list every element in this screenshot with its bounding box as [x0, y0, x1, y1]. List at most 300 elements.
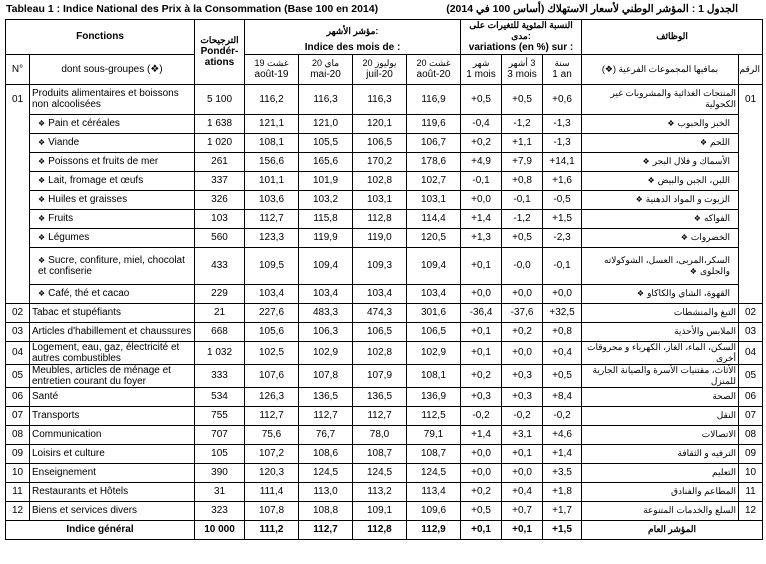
row-weight: 707	[195, 425, 245, 444]
row-number-ar: 11	[739, 482, 763, 501]
row-number: 12	[6, 501, 30, 520]
row-label	[30, 171, 195, 190]
row-weight: 261	[195, 152, 245, 171]
diamond-bullet-icon: ❖	[38, 176, 46, 185]
row-index-1: 124,5	[299, 463, 353, 482]
row-index-0: 103,4	[245, 284, 299, 303]
row-index-3: 120,5	[407, 228, 461, 247]
row-number	[6, 190, 30, 209]
row-change-1: -0,2	[502, 406, 543, 425]
row-change-1: -1,2	[502, 209, 543, 228]
table-row	[6, 84, 763, 114]
row-change-0: +0,0	[461, 284, 502, 303]
row-number-ar: 05	[739, 364, 763, 387]
row-number-ar	[739, 228, 763, 247]
row-label-text: Meubles, articles de ménage et entretien courant du foyer	[32, 364, 171, 387]
row-change-0: +0,1	[461, 247, 502, 284]
row-label	[30, 322, 195, 341]
table-row	[6, 501, 763, 520]
row-index-2: 119,0	[353, 228, 407, 247]
row-label-ar-text: الفواكه	[703, 213, 731, 223]
table-row	[6, 209, 763, 228]
row-weight: 1 020	[195, 133, 245, 152]
row-change-0: +0,2	[461, 133, 502, 152]
diamond-bullet-icon: ❖	[635, 195, 643, 204]
header-month-0: غشت 19 août-19	[245, 54, 299, 84]
header-month-3: غشت 20 août-20	[407, 54, 461, 84]
row-index-1: 107,8	[299, 364, 353, 387]
row-index-3: 79,1	[407, 425, 461, 444]
diamond-bullet-icon: ❖	[680, 233, 688, 242]
total-index-1: 112,7	[299, 520, 353, 539]
row-change-2: +8,4	[543, 387, 582, 406]
row-weight: 31	[195, 482, 245, 501]
row-change-0: +0,1	[461, 341, 502, 364]
row-label	[30, 501, 195, 520]
row-index-3: 109,6	[407, 501, 461, 520]
row-label-ar-text: السلع والخدمات المتنوعة	[643, 505, 737, 515]
row-label	[30, 190, 195, 209]
row-index-1: 108,6	[299, 444, 353, 463]
row-label-ar-text: المنتجات الغذائية والمشروبات غير الكحولية	[610, 88, 737, 109]
row-index-1: 165,6	[299, 152, 353, 171]
row-index-0: 123,3	[245, 228, 299, 247]
row-number-ar: 04	[739, 341, 763, 364]
row-index-0: 121,1	[245, 114, 299, 133]
row-label-ar	[582, 322, 739, 341]
row-change-1: +0,8	[502, 171, 543, 190]
row-index-0: 105,6	[245, 322, 299, 341]
row-index-1: 121,0	[299, 114, 353, 133]
table-row	[6, 364, 763, 387]
row-change-2: +4,6	[543, 425, 582, 444]
row-index-0: 107,2	[245, 444, 299, 463]
table-row	[6, 190, 763, 209]
row-label-ar	[582, 84, 739, 114]
row-index-3: 109,4	[407, 247, 461, 284]
row-weight: 323	[195, 501, 245, 520]
row-index-0: 107,8	[245, 501, 299, 520]
row-index-3: 119,6	[407, 114, 461, 133]
row-number-ar	[739, 114, 763, 133]
row-number	[6, 133, 30, 152]
row-index-2: 103,4	[353, 284, 407, 303]
diamond-bullet-icon: ❖	[38, 195, 46, 204]
header-month-2: يوليوز 20 juil-20	[353, 54, 407, 84]
row-index-0: 120,3	[245, 463, 299, 482]
row-label	[30, 364, 195, 387]
diamond-bullet-icon: ❖	[38, 233, 46, 242]
row-index-3: 124,5	[407, 463, 461, 482]
row-change-1: -0,0	[502, 247, 543, 284]
row-index-2: 102,8	[353, 171, 407, 190]
row-label	[30, 463, 195, 482]
header-fonctions-ar: الوظائف	[582, 20, 763, 55]
row-index-0: 116,2	[245, 84, 299, 114]
diamond-bullet-icon: ❖	[38, 119, 46, 128]
row-change-2: +1,7	[543, 501, 582, 520]
row-change-0: +4,9	[461, 152, 502, 171]
row-number	[6, 209, 30, 228]
row-change-2: +14,1	[543, 152, 582, 171]
row-index-0: 102,5	[245, 341, 299, 364]
row-change-2: +1,8	[543, 482, 582, 501]
row-index-1: 483,3	[299, 303, 353, 322]
diamond-bullet-icon: ❖	[642, 157, 650, 166]
row-weight: 21	[195, 303, 245, 322]
row-change-2: +1,6	[543, 171, 582, 190]
row-change-2: -1,3	[543, 114, 582, 133]
table-row	[6, 114, 763, 133]
row-number: 01	[6, 84, 30, 114]
row-label-ar	[582, 444, 739, 463]
row-change-1: +0,0	[502, 284, 543, 303]
table-row	[6, 444, 763, 463]
row-change-0: +0,1	[461, 322, 502, 341]
row-label-ar-text: الاتصالات	[701, 429, 737, 439]
row-change-0: +0,2	[461, 364, 502, 387]
row-change-0: +0,5	[461, 501, 502, 520]
total-change-2: +1,5	[543, 520, 582, 539]
header-month-1: ماي 20 mai-20	[299, 54, 353, 84]
row-label-text: Poissons et fruits de mer	[48, 156, 159, 167]
table-row	[6, 322, 763, 341]
total-index-0: 111,2	[245, 520, 299, 539]
row-number-ar: 12	[739, 501, 763, 520]
row-index-1: 115,8	[299, 209, 353, 228]
row-index-3: 114,4	[407, 209, 461, 228]
row-label-ar	[582, 387, 739, 406]
row-index-1: 136,5	[299, 387, 353, 406]
row-change-0: -0,2	[461, 406, 502, 425]
row-change-0: -36,4	[461, 303, 502, 322]
row-number-ar	[739, 133, 763, 152]
row-index-2: 106,5	[353, 133, 407, 152]
row-index-3: 108,7	[407, 444, 461, 463]
row-weight: 229	[195, 284, 245, 303]
title-ar: الجدول 1 : المؤشر الوطني لأسعار الاستهلاك (أساس 100 في 2014)	[446, 3, 738, 15]
row-change-2: +32,5	[543, 303, 582, 322]
row-change-1: +0,5	[502, 84, 543, 114]
row-index-1: 101,9	[299, 171, 353, 190]
diamond-bullet-icon: ❖	[38, 138, 46, 147]
row-index-2: 120,1	[353, 114, 407, 133]
row-label-ar-text: السكر،المربى، العسل، الشوكولاته والحلوى	[603, 254, 731, 276]
row-index-2: 109,3	[353, 247, 407, 284]
row-change-1: +0,2	[502, 322, 543, 341]
row-label	[30, 114, 195, 133]
table-row	[6, 171, 763, 190]
row-change-2: +3,5	[543, 463, 582, 482]
row-index-0: 107,6	[245, 364, 299, 387]
row-change-1: -1,2	[502, 114, 543, 133]
row-number: 08	[6, 425, 30, 444]
diamond-bullet-icon: ❖	[647, 176, 655, 185]
row-index-1: 119,9	[299, 228, 353, 247]
row-number-ar: 07	[739, 406, 763, 425]
row-index-0: 75,6	[245, 425, 299, 444]
row-change-2: +0,0	[543, 284, 582, 303]
header-subrow	[6, 54, 763, 84]
row-change-1: +0,5	[502, 228, 543, 247]
row-label-text: Pain et céréales	[48, 118, 120, 129]
diamond-bullet-icon: ❖	[38, 255, 46, 265]
table-row	[6, 387, 763, 406]
row-weight: 755	[195, 406, 245, 425]
row-label-ar	[582, 425, 739, 444]
total-label-ar: المؤشر العام	[582, 520, 763, 539]
row-number: 09	[6, 444, 30, 463]
row-index-1: 108,8	[299, 501, 353, 520]
diamond-bullet-icon: ❖	[636, 289, 645, 298]
row-label	[30, 303, 195, 322]
row-number: 07	[6, 406, 30, 425]
row-change-1: +0,1	[502, 444, 543, 463]
title-bar	[0, 0, 766, 18]
header-sous-groupes-ar: بمافيها المجموعات الفرعية (❖)	[582, 54, 739, 84]
diamond-bullet-icon: ❖	[38, 157, 46, 166]
diamond-bullet-icon: ❖	[693, 214, 701, 223]
row-label-ar-text: الخبز والحبوب	[677, 118, 731, 128]
row-number	[6, 228, 30, 247]
row-label-ar	[582, 406, 739, 425]
row-label-text: Sucre, confiture, miel, chocolat et confiserie	[38, 254, 185, 277]
row-change-2: +1,4	[543, 444, 582, 463]
row-change-1: -0,1	[502, 190, 543, 209]
row-index-3: 106,7	[407, 133, 461, 152]
row-change-0: +0,0	[461, 463, 502, 482]
header-period-1: 3 أشهر 3 mois	[502, 54, 543, 84]
row-index-3: 108,1	[407, 364, 461, 387]
header-ponderations-fr: Pondér-ations	[200, 46, 239, 69]
total-label: Indice général	[6, 520, 195, 539]
row-label-text: Tabac et stupéfiants	[32, 307, 121, 318]
row-number-ar	[739, 171, 763, 190]
row-label-ar-text: الترفيه و الثقافة	[677, 448, 737, 458]
row-number-ar: 09	[739, 444, 763, 463]
row-change-0: +0,5	[461, 84, 502, 114]
row-number-ar	[739, 247, 763, 284]
row-number-ar: 01	[739, 84, 763, 114]
row-index-2: 136,5	[353, 387, 407, 406]
row-change-2: -0,1	[543, 247, 582, 284]
row-label-ar-text: التبغ والمنشطات	[673, 307, 737, 317]
row-change-2: -0,2	[543, 406, 582, 425]
row-number-ar: 10	[739, 463, 763, 482]
row-index-3: 102,9	[407, 341, 461, 364]
row-index-2: 107,9	[353, 364, 407, 387]
row-label	[30, 284, 195, 303]
row-label-ar-text: اللبن، الجبن والبيض	[657, 175, 731, 185]
row-number-ar	[739, 190, 763, 209]
row-change-0: -0,1	[461, 171, 502, 190]
row-index-1: 116,3	[299, 84, 353, 114]
row-label-ar-text: الملابس والأحذية	[674, 326, 737, 336]
row-number-ar: 08	[739, 425, 763, 444]
row-label	[30, 444, 195, 463]
row-label-text: Communication	[32, 429, 102, 440]
row-label	[30, 247, 195, 284]
row-number: 03	[6, 322, 30, 341]
row-number	[6, 247, 30, 284]
row-change-0: +1,4	[461, 209, 502, 228]
row-change-1: +0,7	[502, 501, 543, 520]
row-label-text: Restaurants et Hôtels	[32, 486, 129, 497]
row-label-ar-text: الخضروات	[690, 232, 731, 242]
row-change-1: +0,0	[502, 341, 543, 364]
header-sous-groupes: dont sous-groupes (❖)	[30, 54, 195, 84]
row-label-text: Loisirs et culture	[32, 448, 105, 459]
row-label-ar	[582, 303, 739, 322]
row-weight: 560	[195, 228, 245, 247]
row-label	[30, 133, 195, 152]
total-change-1: +0,1	[502, 520, 543, 539]
row-label-ar-text: الأثاث، مقتنيات الأسرة والصيانة الجارية للمنزل	[592, 364, 737, 386]
row-change-2: -1,3	[543, 133, 582, 152]
row-index-3: 102,7	[407, 171, 461, 190]
row-label-text: Lait, fromage et œufs	[48, 175, 144, 186]
row-label-ar-text: المطاعم والفنادق	[671, 486, 737, 496]
row-change-2: +0,6	[543, 84, 582, 114]
row-label	[30, 387, 195, 406]
header-fonctions: Fonctions	[6, 20, 195, 55]
header-ponderations-ar: الترجيحات	[200, 35, 239, 46]
row-label-ar-text: التعليم	[712, 467, 737, 477]
row-index-2: 112,8	[353, 209, 407, 228]
header-variations: variations (en %) sur :	[461, 42, 582, 54]
row-number: 11	[6, 482, 30, 501]
row-label-ar	[582, 190, 739, 209]
row-index-1: 113,0	[299, 482, 353, 501]
diamond-bullet-icon: ❖	[699, 138, 707, 147]
row-number	[6, 171, 30, 190]
row-index-1: 106,3	[299, 322, 353, 341]
row-change-0: +0,3	[461, 387, 502, 406]
row-weight: 103	[195, 209, 245, 228]
row-change-0: +1,3	[461, 228, 502, 247]
row-label	[30, 228, 195, 247]
total-weight: 10 000	[195, 520, 245, 539]
diamond-bullet-icon: ❖	[667, 119, 675, 128]
row-label-text: Produits alimentaires et boissons non alcoolisées	[32, 88, 179, 110]
row-label-ar	[582, 364, 739, 387]
header-raqm: الرقم	[739, 54, 763, 84]
row-index-3: 103,1	[407, 190, 461, 209]
row-change-1: +1,1	[502, 133, 543, 152]
row-index-1: 109,4	[299, 247, 353, 284]
row-label	[30, 425, 195, 444]
row-weight: 534	[195, 387, 245, 406]
row-label-ar-text: النقل	[716, 410, 737, 420]
row-number-ar: 02	[739, 303, 763, 322]
row-index-1: 102,9	[299, 341, 353, 364]
row-index-0: 108,1	[245, 133, 299, 152]
row-index-0: 111,4	[245, 482, 299, 501]
row-change-1: -37,6	[502, 303, 543, 322]
row-index-0: 109,5	[245, 247, 299, 284]
row-label	[30, 209, 195, 228]
row-weight: 337	[195, 171, 245, 190]
row-index-3: 112,5	[407, 406, 461, 425]
row-change-1: +3,1	[502, 425, 543, 444]
row-label-text: Viande	[48, 137, 80, 148]
row-index-3: 178,6	[407, 152, 461, 171]
row-index-0: 101,1	[245, 171, 299, 190]
total-index-2: 112,8	[353, 520, 407, 539]
table-row	[6, 133, 763, 152]
row-change-2: -2,3	[543, 228, 582, 247]
row-change-0: +1,4	[461, 425, 502, 444]
row-label-ar	[582, 247, 739, 284]
row-index-2: 124,5	[353, 463, 407, 482]
row-index-3: 136,9	[407, 387, 461, 406]
row-index-1: 112,7	[299, 406, 353, 425]
row-change-2: +0,5	[543, 364, 582, 387]
row-change-0: -0,4	[461, 114, 502, 133]
table-row	[6, 247, 763, 284]
row-label-text: Huiles et graisses	[48, 194, 128, 205]
row-number-ar	[739, 284, 763, 303]
row-weight: 5 100	[195, 84, 245, 114]
row-number: 04	[6, 341, 30, 364]
row-label	[30, 341, 195, 364]
row-index-2: 116,3	[353, 84, 407, 114]
row-index-0: 126,3	[245, 387, 299, 406]
row-label-ar	[582, 209, 739, 228]
table-row	[6, 303, 763, 322]
row-index-3: 103,4	[407, 284, 461, 303]
row-change-2: +0,8	[543, 322, 582, 341]
row-label-ar-text: الصحة	[712, 391, 737, 401]
row-label-ar-text: الزيوت و المواد الدهنية	[645, 194, 731, 204]
row-index-2: 109,1	[353, 501, 407, 520]
row-number-ar: 06	[739, 387, 763, 406]
cpi-table	[5, 19, 763, 540]
row-label-ar	[582, 228, 739, 247]
row-label-ar-text: السكن، الماء، الغاز، الكهرباء و محروقات أخرى	[587, 341, 737, 363]
row-index-1: 103,2	[299, 190, 353, 209]
table-body	[6, 84, 763, 539]
row-change-2: +0,4	[543, 341, 582, 364]
row-label	[30, 152, 195, 171]
row-label	[30, 482, 195, 501]
row-change-0: +0,0	[461, 190, 502, 209]
table-row	[6, 406, 763, 425]
row-weight: 1 638	[195, 114, 245, 133]
diamond-bullet-icon: ❖	[689, 266, 697, 276]
row-number-ar	[739, 152, 763, 171]
diamond-bullet-icon: ❖	[38, 214, 46, 223]
row-weight: 668	[195, 322, 245, 341]
row-index-2: 170,2	[353, 152, 407, 171]
row-index-2: 106,5	[353, 322, 407, 341]
row-index-2: 474,3	[353, 303, 407, 322]
table-row	[6, 341, 763, 364]
row-index-3: 106,5	[407, 322, 461, 341]
total-row	[6, 520, 763, 539]
row-label-text: Fruits	[48, 213, 74, 224]
diamond-bullet-icon: ❖	[38, 289, 46, 298]
row-number-ar: 03	[739, 322, 763, 341]
row-change-1: +7,9	[502, 152, 543, 171]
row-weight: 333	[195, 364, 245, 387]
row-number	[6, 114, 30, 133]
row-label-text: Logement, eau, gaz, électricité et autres combustibles	[32, 341, 180, 364]
row-number: 06	[6, 387, 30, 406]
row-index-0: 103,6	[245, 190, 299, 209]
row-index-2: 113,2	[353, 482, 407, 501]
row-change-0: +0,0	[461, 444, 502, 463]
